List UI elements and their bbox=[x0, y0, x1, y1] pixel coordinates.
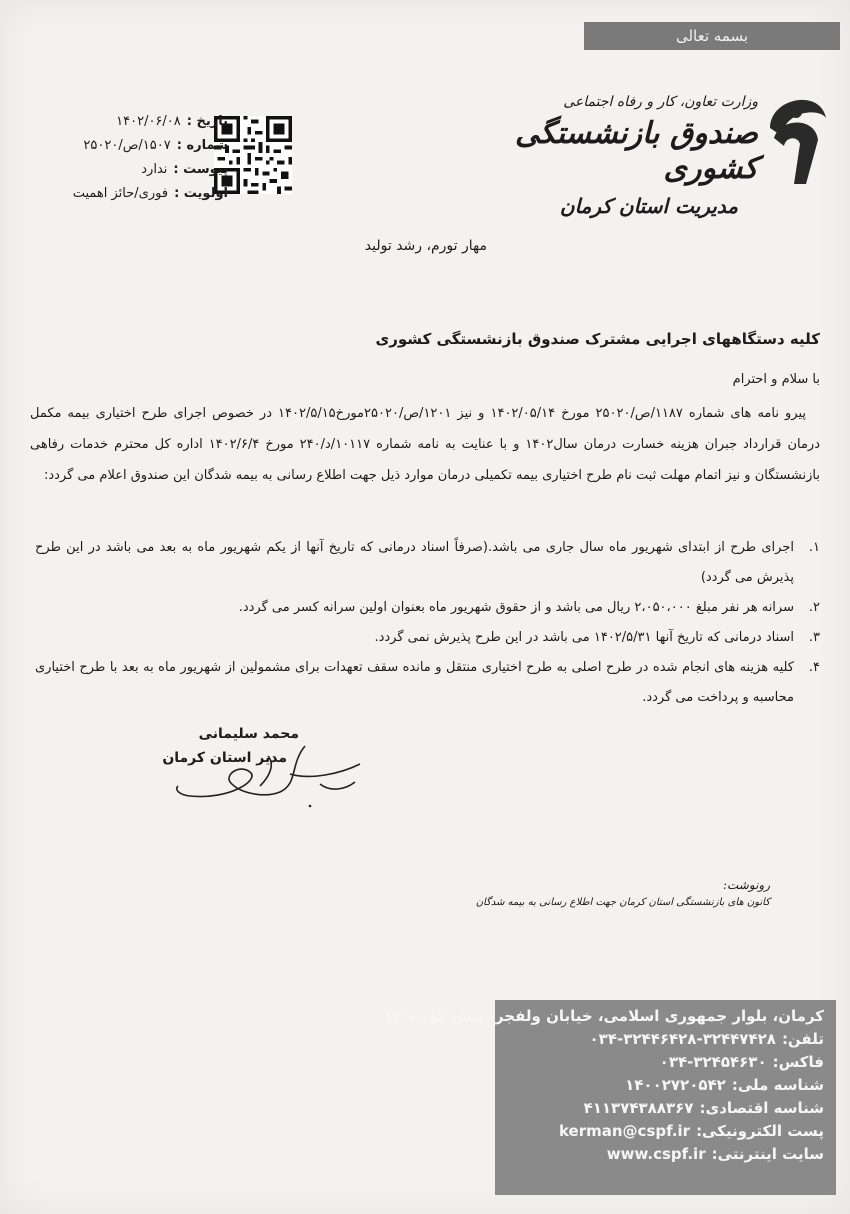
list-item-number: ۴. bbox=[808, 660, 820, 675]
priority-value: فوری/حائز اهمیت bbox=[72, 186, 169, 201]
list-item bbox=[35, 533, 820, 593]
number-value: ۱۵۰۷/ص/۲۵۰۲۰ bbox=[83, 138, 171, 153]
list-item-number: ۳. bbox=[808, 630, 820, 645]
date-value: ۱۴۰۲/۰۶/۰۸ bbox=[116, 114, 181, 129]
list-item-text: اجرای طرح از ابتدای شهریور ماه سال جاری می باشد.(صرفاً اسناد درمانی که تاریخ آنها از یکم شهریور ماه به بعد می باشد در این طرح پذیرش می گردد) bbox=[35, 540, 794, 585]
list-item bbox=[35, 593, 820, 623]
fund-name: صندوق بازنشستگی کشوری bbox=[515, 116, 758, 186]
header-banner: بسمه تعالی bbox=[584, 22, 840, 50]
province-office: مدیریت استان کرمان bbox=[559, 194, 738, 218]
attachment-value: ندارد bbox=[141, 162, 168, 177]
national-id-value: ۱۴۰۰۲۷۲۰۵۴۲ bbox=[625, 1076, 726, 1094]
footer-email bbox=[495, 1120, 824, 1143]
date-label: تاریخ : bbox=[186, 114, 228, 129]
handwritten-signature-icon bbox=[170, 734, 370, 814]
list-item-text: سرانه هر نفر مبلغ ۲،۰۵۰،۰۰۰ ریال می باشد و از حقوق شهریور ماه بعنوان اولین سرانه کسر می گردد. bbox=[238, 600, 794, 615]
list-item-text: اسناد درمانی که تاریخ آنها ۱۴۰۲/۵/۳۱ می باشد در این طرح پذیرش نمی گردد. bbox=[374, 630, 794, 645]
footer-fax bbox=[495, 1051, 824, 1074]
footer-website bbox=[495, 1143, 824, 1166]
cc-label: رونوشت: bbox=[722, 878, 770, 892]
ministry-name: وزارت تعاون، کار و رفاه اجتماعی bbox=[563, 94, 758, 110]
list-item bbox=[35, 653, 820, 713]
number-row bbox=[28, 134, 228, 158]
priority-label: اولویت : bbox=[174, 186, 228, 201]
attachment-row bbox=[28, 158, 228, 182]
greeting-text: با سلام و احترام bbox=[732, 372, 820, 387]
website-value: www.cspf.ir bbox=[606, 1145, 706, 1163]
year-slogan: مهار تورم، رشد تولید bbox=[364, 238, 487, 254]
fax-label: فاکس: bbox=[772, 1053, 824, 1071]
phone-label: تلفن: bbox=[781, 1030, 824, 1048]
email-label: پست الکترونیکی: bbox=[696, 1122, 824, 1140]
contact-footer bbox=[384, 1000, 836, 1195]
footer-phone bbox=[495, 1028, 824, 1051]
signatory-title: مدیر استان کرمان bbox=[162, 750, 287, 766]
list-item-number: ۲. bbox=[808, 600, 820, 615]
footer-economic-id bbox=[495, 1097, 824, 1120]
priority-row bbox=[28, 182, 228, 206]
fax-value: ۰۳۴-۳۲۴۵۴۶۳۰ bbox=[659, 1053, 767, 1071]
website-label: سایت اینترنتی: bbox=[711, 1145, 824, 1163]
list-item bbox=[35, 623, 820, 653]
recipient-heading: کلیه دستگاههای اجرایی مشترک صندوق بازنشستگی کشوری bbox=[375, 330, 820, 348]
letter-body: پیرو نامه های شماره ۱۱۸۷/ص/۲۵۰۲۰ مورخ ۱۴۰۲/۰۵/۱۴ و نیز ۱۲۰۱/ص/۲۵۰۲۰مورخ۱۴۰۲/۵/۱۵ در خصوص اجرای طرح اختیاری بیمه مکمل درمان قرارداد جبران هزینه خسارت درمان سال۱۴۰۲ و با عنایت به نامه شماره ۱۰۱۱۷/د/۲۴۰ مورخ ۱۴۰۲/۶/۴ اداره کل محترم خدمات رفاهی بازنشستگان و نیز اتمام مهلت ثبت نام طرح اختیاری بیمه تکمیلی درمان موارد ذیل جهت اطلاع رسانی به بیمه شدگان این صندوق اعلام می گردد: bbox=[30, 406, 820, 483]
address-text: کرمان، بلوار جمهوری اسلامی، خیابان ولفجر، نبش کوچه ۱۲ bbox=[384, 1007, 824, 1025]
letter-metadata bbox=[28, 110, 228, 206]
footer-national-id bbox=[495, 1074, 824, 1097]
phone-value: ۰۳۴-۳۲۴۴۶۴۲۸-۳۲۴۴۷۴۲۸ bbox=[589, 1030, 776, 1048]
letter-items-list bbox=[35, 533, 820, 713]
footer-address bbox=[384, 1005, 824, 1028]
attachment-label: پیوست : bbox=[173, 162, 228, 177]
signatory-name: محمد سلیمانی bbox=[198, 726, 299, 742]
date-row bbox=[28, 110, 228, 134]
economic-id-label: شناسه اقتصادی: bbox=[699, 1099, 824, 1117]
cc-recipients: کانون های بازنشستگی استان کرمان جهت اطلاع رسانی به بیمه شدگان bbox=[475, 897, 770, 908]
number-label: شماره : bbox=[176, 138, 228, 153]
organization-header bbox=[498, 94, 758, 218]
economic-id-value: ۴۱۱۳۷۴۳۸۸۳۶۷ bbox=[583, 1099, 694, 1117]
national-id-label: شناسه ملی: bbox=[731, 1076, 824, 1094]
list-item-number: ۱. bbox=[808, 540, 820, 555]
list-item-text: کلیه هزینه های انجام شده در طرح اصلی به طرح اختیاری منتقل و مانده سقف تعهدات برای مشمولین از شهریور ماه به بعد با طرح اختیاری محاسبه و پرداخت می گردد. bbox=[35, 660, 794, 705]
email-value: kerman@cspf.ir bbox=[558, 1122, 691, 1140]
